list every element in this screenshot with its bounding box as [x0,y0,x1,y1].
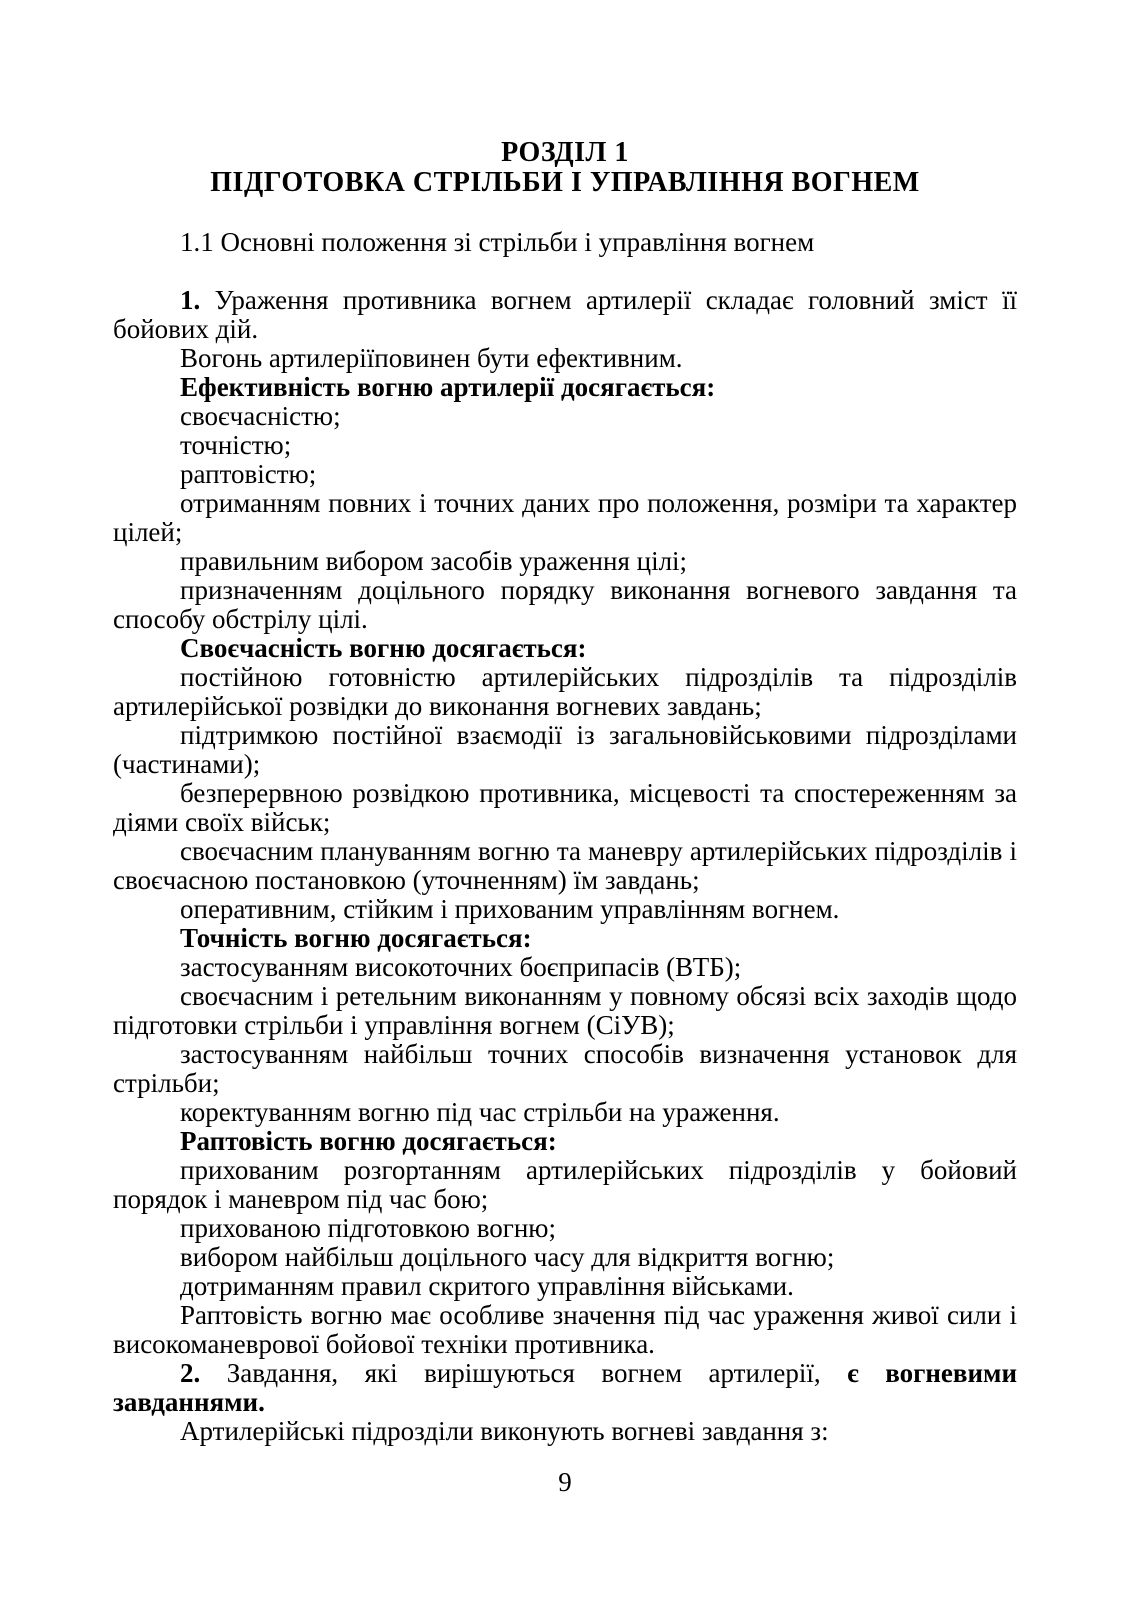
text: коректуванням вогню під час стрільби на ураження. [180,1097,780,1127]
document-body [113,286,1017,1446]
text: Ураження противника вогнем артилерії складає головний зміст її бойових дій. [113,285,1017,344]
text: прихованою підготовкою вогню; [180,1213,556,1243]
paragraph [113,1127,1017,1156]
text: отриманням повних і точних даних про положення, розміри та характер цілей; [113,488,1017,547]
paragraph [113,634,1017,663]
paragraph [113,576,1017,634]
text: Вогонь артилеріїповинен бути ефективним. [180,343,683,373]
paragraph [113,373,1017,402]
paragraph [113,547,1017,576]
text: Артилерійські підрозділи виконують вогневі завдання з: [180,1416,829,1446]
paragraph [113,663,1017,721]
chapter-title-line2: ПІДГОТОВКА СТРІЛЬБИ І УПРАВЛІННЯ ВОГНЕМ [210,167,920,198]
text: прихованим розгортанням артилерійських підрозділів у бойовий порядок і маневром під час бою; [113,1155,1017,1214]
paragraph [113,1359,1017,1417]
paragraph [113,721,1017,779]
paragraph [113,344,1017,373]
text: застосуванням найбільш точних способів визначення установок для стрільби; [113,1039,1017,1098]
text: застосуванням високоточних боєприпасів (ВТБ); [180,952,742,982]
text: оперативним, стійким і прихованим управлінням вогнем. [180,894,840,924]
paragraph [113,895,1017,924]
text: постійною готовністю артилерійських підрозділів та підрозділів артилерійської розвідки до виконання вогневих завдань; [113,662,1017,721]
text: своєчасністю; [180,401,341,431]
paragraph [113,1040,1017,1098]
text: підтримкою постійної взаємодії із загальновійськовими підрозділами (частинами); [113,720,1017,779]
text: раптовістю; [180,459,317,489]
paragraph [113,1214,1017,1243]
text: своєчасним плануванням вогню та маневру артилерійських підрозділів і своєчасною постановкою (уточненням) їм завдань; [113,836,1017,895]
paragraph [113,924,1017,953]
paragraph [113,431,1017,460]
paragraph [113,953,1017,982]
paragraph [113,1098,1017,1127]
bold-text: Точність вогню досягається: [180,923,532,953]
text: дотриманням правил скритого управління військами. [180,1271,794,1301]
page-number: 9 [558,1467,572,1497]
paragraph [113,1243,1017,1272]
section-heading: 1.1 Основні положення зі стрільби і управління вогнем [180,227,815,257]
paragraph [113,489,1017,547]
text: безперервною розвідкою противника, місцевості та спостереженням за діями своїх військ; [113,778,1017,837]
paragraph [113,779,1017,837]
paragraph [113,1417,1017,1446]
paragraph [113,982,1017,1040]
chapter-title-line1: РОЗДІЛ 1 [501,137,629,168]
bold-text: Раптовість вогню досягається: [180,1126,557,1156]
paragraph [113,286,1017,344]
paragraph [113,1156,1017,1214]
bold-text: Своєчасність вогню досягається: [180,633,587,663]
text: правильним вибором засобів ураження цілі; [180,546,688,576]
bold-text: є вогневими завданнями. [113,1358,1018,1417]
paragraph [113,460,1017,489]
text: призначенням доцільного порядку виконання вогневого завдання та способу обстрілу цілі. [113,575,1017,634]
paragraph [113,1301,1017,1359]
text: Завдання, які вирішуються вогнем артилерії, [226,1358,848,1388]
chapter-title [113,138,1017,198]
text: точністю; [180,430,292,460]
bold-text: 2. [180,1358,227,1388]
bold-text: Ефективність вогню артилерії досягається: [180,372,716,402]
paragraph [113,402,1017,431]
text: вибором найбільш доцільного часу для відкриття вогню; [180,1242,835,1272]
text: своєчасним і ретельним виконанням у повному обсязі всіх заходів щодо підготовки стрільби і управління вогнем (СіУВ); [113,981,1017,1040]
paragraph [113,837,1017,895]
text: Раптовість вогню має особливе значення під час ураження живої сили і високоманеврової бойової техніки противника. [113,1300,1017,1359]
bold-text: 1. [180,285,215,315]
paragraph [113,1272,1017,1301]
